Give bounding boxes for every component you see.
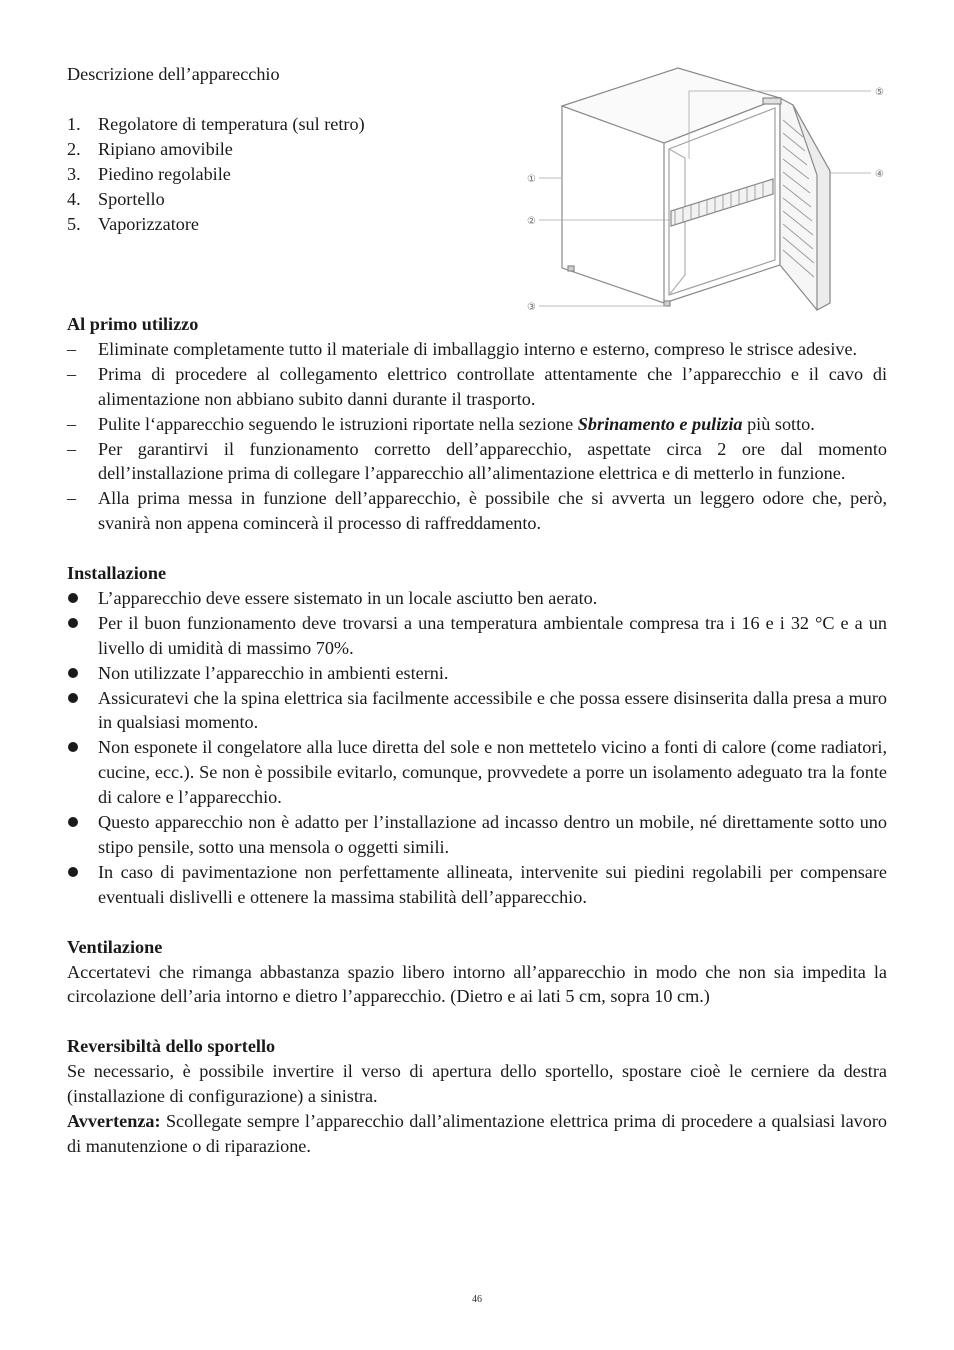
warning-label: Avvertenza: <box>67 1110 161 1131</box>
fridge-illustration <box>525 65 891 315</box>
item-text: Non esponete il congelatore alla luce diretta del sole e non mettetelo vicino a fonti di calore (come radiatori, cucine, ecc.). Se non è possibile evitarlo, comunque, provvedete a porre un isolamento adeguato tra la fonte di calore e l’apparecchio. <box>98 737 887 808</box>
list-item <box>67 486 887 536</box>
item-text: In caso di pavimentazione non perfettamente allineata, intervenite sui piedini regolabili per compensare eventuali dislivelli e ottenere la massima stabilità dell’apparecchio. <box>98 861 887 907</box>
item-label: Vaporizzatore <box>98 213 199 234</box>
item-number: 5. <box>67 213 81 234</box>
list-item <box>67 686 887 736</box>
item-text: Alla prima messa in funzione dell’apparecchio, è possibile che si avverta un leggero odore che, però, svanirà non appena comincerà il processo di raffreddamento. <box>98 488 887 534</box>
reversibility-heading: Reversibiltà dello sportello <box>67 1036 276 1057</box>
item-text: Per il buon funzionamento deve trovarsi a una temperatura ambientale compresa tra i 16 e i 32 °C e a un livello di umidità di massimo 70%. <box>98 612 887 658</box>
list-item <box>67 611 887 661</box>
callout-1: ① <box>527 174 536 185</box>
reversibility-text: Se necessario, è possibile invertire il verso di apertura dello sportello, spostare cioè le cerniere da destra (installazione di configurazione) a sinistra. <box>67 1061 887 1107</box>
dash-marker: – <box>67 338 77 359</box>
callout-3: ③ <box>527 302 536 313</box>
description-title: Descrizione dell’apparecchio <box>67 64 280 84</box>
item-text: Non utilizzate l’apparecchio in ambienti esterni. <box>98 662 449 683</box>
dash-marker: – <box>67 488 77 509</box>
bullet-marker <box>67 735 98 810</box>
item-number: 1. <box>67 113 81 134</box>
bullet-marker <box>67 586 98 611</box>
page-number: 46 <box>472 1294 482 1305</box>
item-text: Questo apparecchio non è adatto per l’installazione ad incasso dentro un mobile, né direttamente sotto uno stipo pensile, sotto una mensola o oggetti simili. <box>98 812 887 858</box>
installation-list <box>67 586 887 910</box>
item-number: 3. <box>67 163 81 184</box>
list-item <box>67 735 887 810</box>
installation-heading: Installazione <box>67 563 167 584</box>
first-use-heading: Al primo utilizzo <box>67 314 199 334</box>
item-text <box>98 412 887 437</box>
item-text: Assicuratevi che la spina elettrica sia facilmente accessibile e che possa essere disinserita dalla presa a muro in qualsiasi momento. <box>98 687 887 733</box>
callout-4: ④ <box>875 169 884 180</box>
item-text: Eliminate completamente tutto il materiale di imballaggio interno e esterno, compreso le strisce adesive. <box>98 338 858 359</box>
item-text: Per garantirvi il funzionamento corretto dell’apparecchio, aspettate circa 2 ore dal momento dell’installazione prima di collegare l’apparecchio all’alimentazione elettrica e di metterlo in funzione. <box>98 438 887 484</box>
list-item <box>67 661 887 686</box>
item-number: 2. <box>67 138 81 159</box>
callout-2: ② <box>527 216 536 227</box>
item-label: Piedino regolabile <box>98 163 231 184</box>
dash-marker: – <box>67 363 77 384</box>
item-text: Prima di procedere al collegamento elettrico controllate attentamente che l’apparecchio e il cavo di alimentazione non abbiano subito danni durante il trasporto. <box>98 363 887 409</box>
description-section <box>67 62 887 312</box>
item-text: L’apparecchio deve essere sistemato in un locale asciutto ben aerato. <box>98 587 598 608</box>
bullet-marker <box>67 810 98 860</box>
list-item <box>67 362 887 412</box>
item-text-after: più sotto. <box>742 413 815 434</box>
dash-marker: – <box>67 438 77 459</box>
bullet-marker <box>67 611 98 661</box>
appliance-diagram <box>525 65 891 315</box>
item-label: Sportello <box>98 188 165 209</box>
dash-marker: – <box>67 413 77 434</box>
list-item <box>67 810 887 860</box>
warning-paragraph <box>67 1109 887 1159</box>
list-item <box>67 860 887 910</box>
bullet-marker <box>67 860 98 910</box>
callout-5: ⑤ <box>875 87 884 98</box>
item-label: Ripiano amovibile <box>98 138 233 159</box>
list-item <box>67 586 887 611</box>
item-text-before: Pulite l‘apparecchio seguendo le istruzioni riportate nella sezione <box>98 413 578 434</box>
bullet-marker <box>67 686 98 736</box>
item-number: 4. <box>67 188 81 209</box>
ventilation-text: Accertatevi che rimanga abbastanza spazio libero intorno all’apparecchio in modo che non sia impedita la circolazione dell’aria intorno e dietro l’apparecchio. (Dietro e ai lati 5 cm, sopra 10 cm.) <box>67 961 887 1007</box>
ventilation-heading: Ventilazione <box>67 936 163 957</box>
list-item <box>67 437 887 487</box>
warning-text: Scollegate sempre l’apparecchio dall’alimentazione elettrica prima di procedere a qualsiasi lavoro di manutenzione o di riparazione. <box>67 1110 887 1156</box>
list-item <box>67 412 887 437</box>
list-item <box>67 337 887 362</box>
item-label: Regolatore di temperatura (sul retro) <box>98 113 365 134</box>
first-use-list <box>67 337 887 536</box>
cross-reference: Sbrinamento e pulizia <box>577 413 743 434</box>
document-page <box>67 62 887 1159</box>
bullet-marker <box>67 661 98 686</box>
